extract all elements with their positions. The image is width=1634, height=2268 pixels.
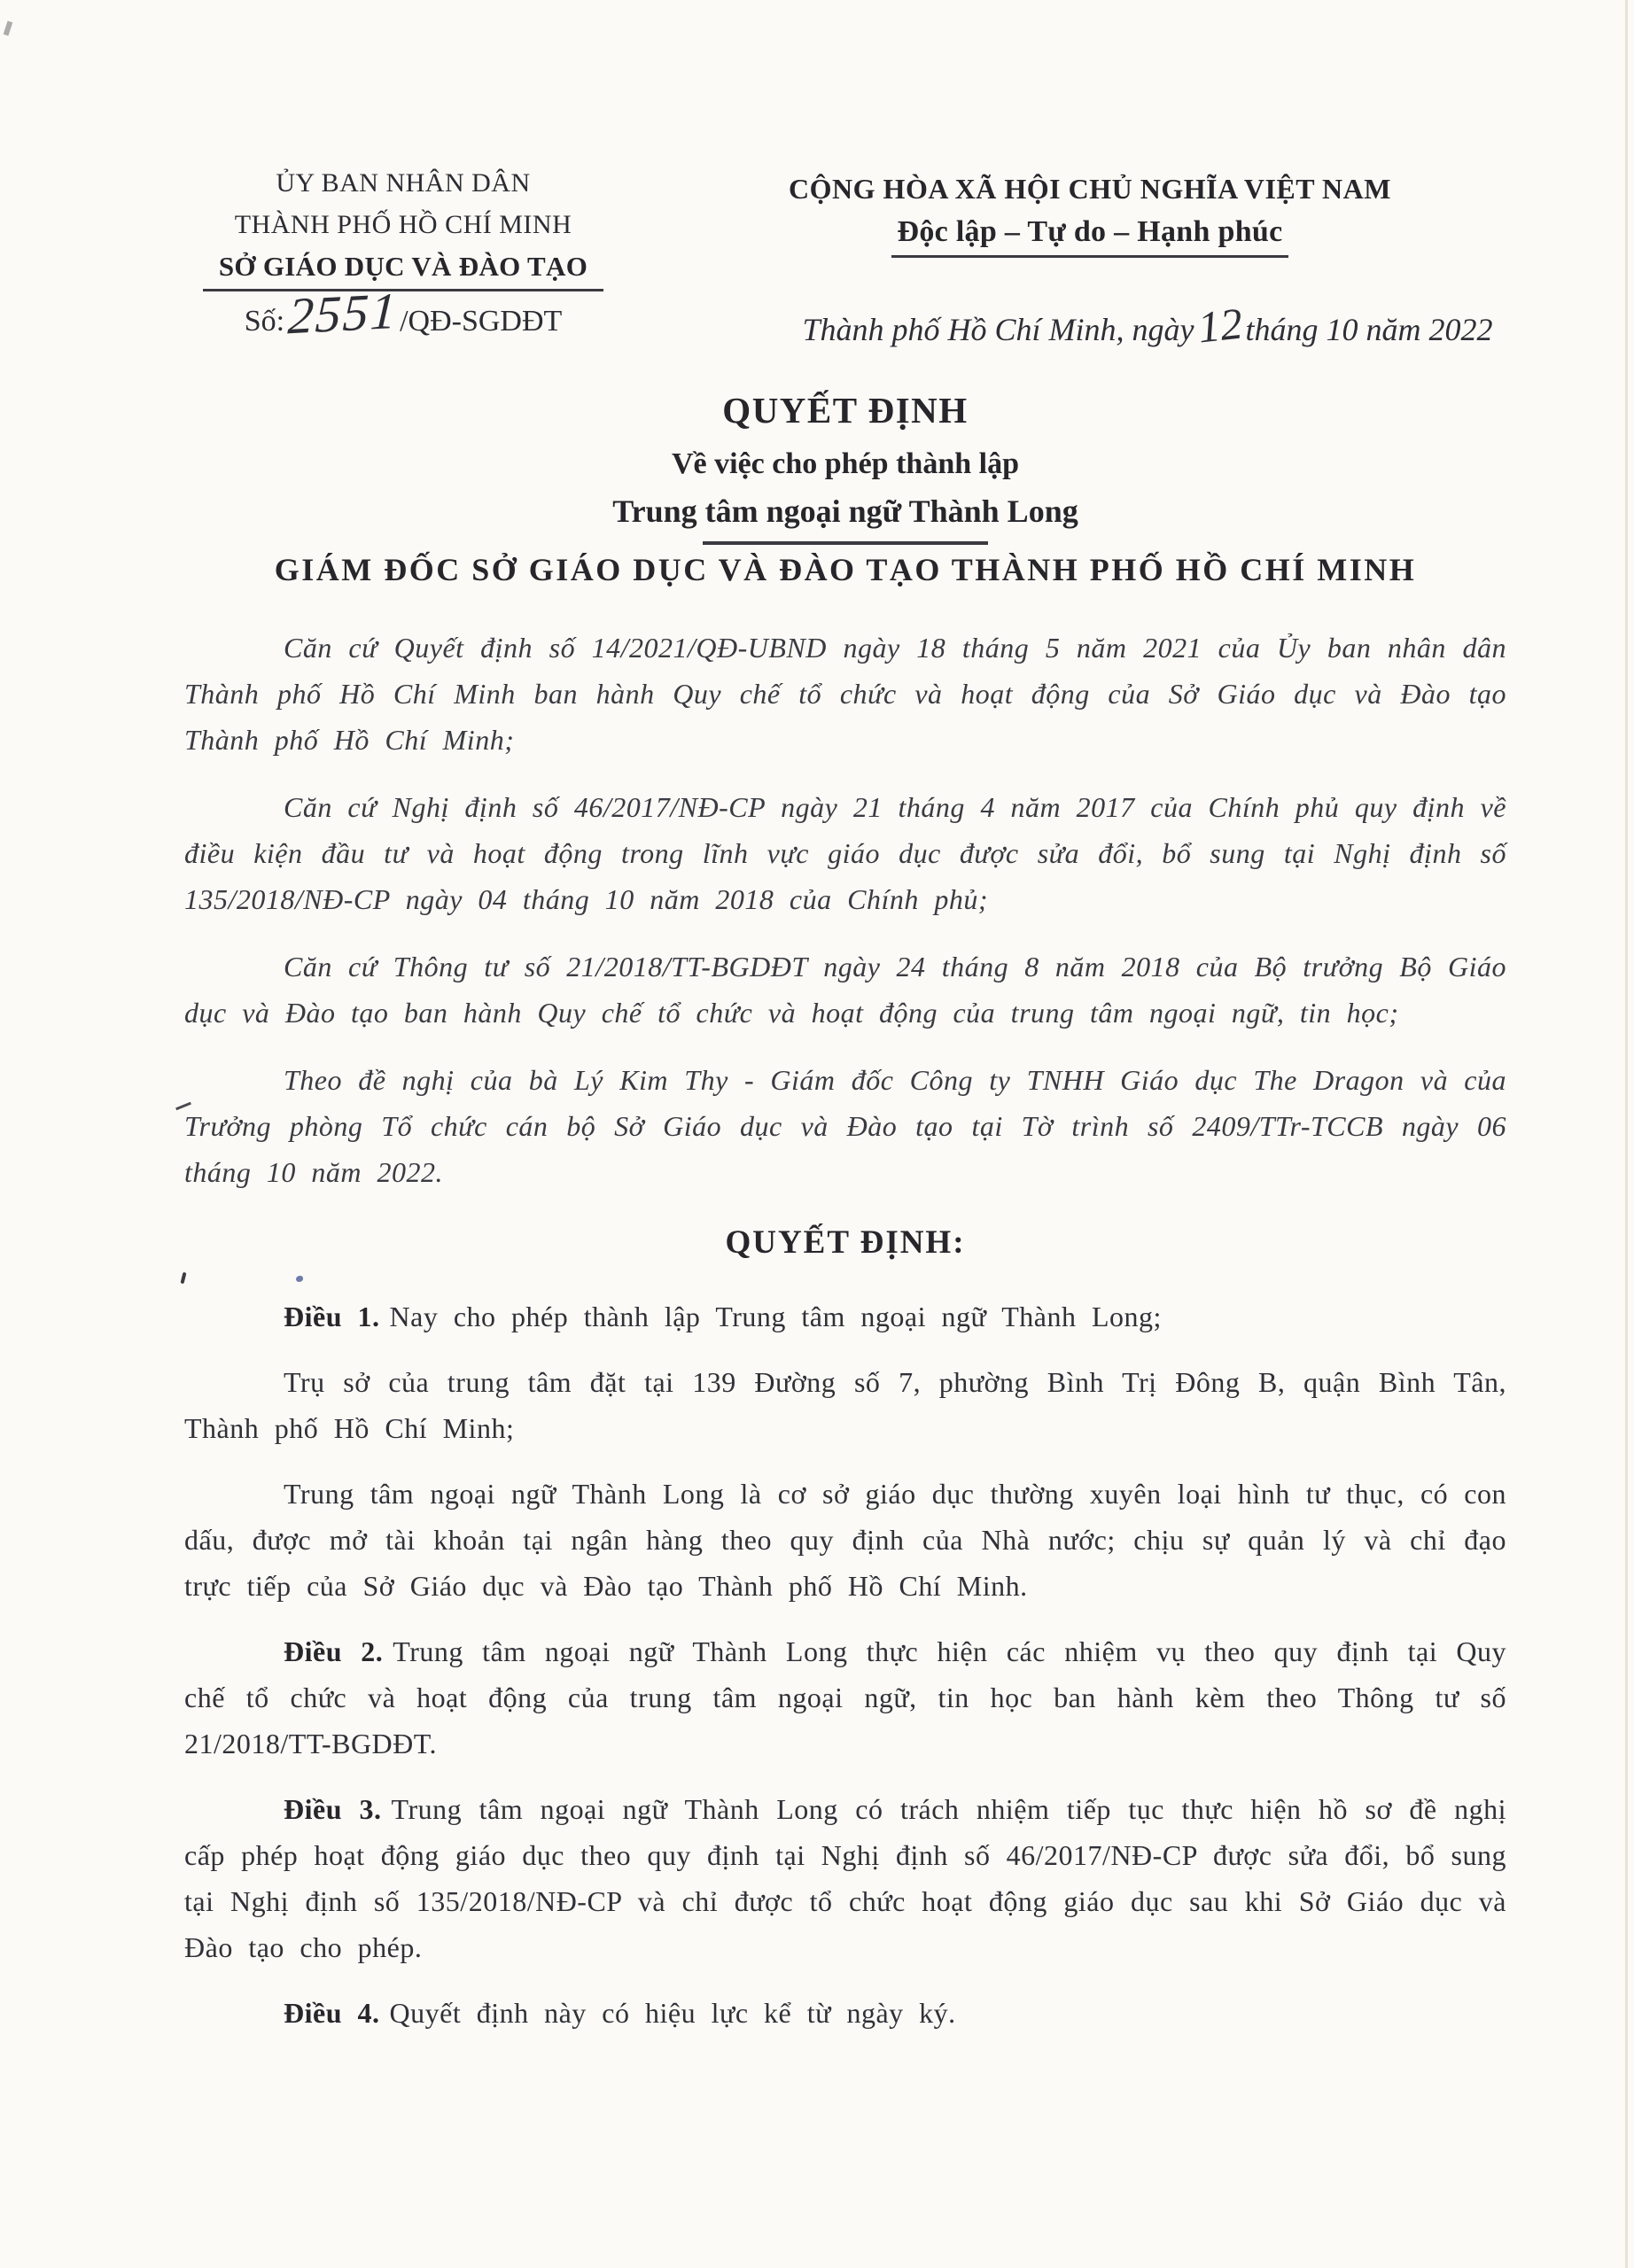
- article-paragraph: [184, 1628, 1506, 1767]
- article-label: Điều 1.: [284, 1301, 380, 1332]
- title-divider: [703, 541, 988, 545]
- document-body: [184, 625, 1506, 2055]
- article-paragraph: [184, 1293, 1506, 1340]
- national-header-block: [727, 168, 1493, 353]
- issuing-org-block: [146, 162, 660, 346]
- title-block: [184, 388, 1506, 589]
- article-text: Trung tâm ngoại ngữ Thành Long là cơ sở giáo dục thường xuyên loại hình tư thục, có con dấu, được mở tài khoản tại ngân hàng theo quy định của Nhà nước; chịu sự quản lý và chỉ đạo trực tiếp của Sở Giáo dục và Đào tạo Thành phố Hồ Chí Minh.: [184, 1478, 1506, 1602]
- article-paragraph: [184, 1990, 1506, 2036]
- preamble-paragraph: Căn cứ Thông tư số 21/2018/TT-BGDĐT ngày 24 tháng 8 năm 2018 của Bộ trưởng Bộ Giáo dục và Đào tạo ban hành Quy chế tổ chức và hoạt động của trung tâm ngoại ngữ, tin học;: [184, 951, 1506, 1029]
- org-name-line-3: SỞ GIÁO DỤC VÀ ĐÀO TẠO: [218, 251, 588, 282]
- article-label: Điều 4.: [284, 1997, 380, 2029]
- document-number-handwritten: 2551: [286, 281, 400, 346]
- articles-section: [184, 1293, 1506, 2036]
- preamble-section: [184, 625, 1506, 1195]
- scan-edge-shadow: [1625, 0, 1628, 2268]
- scan-speck: [4, 20, 13, 35]
- article-text: Trung tâm ngoại ngữ Thành Long thực hiện các nhiệm vụ theo quy định tại Quy chế tổ chức và hoạt động của trung tâm ngoại ngữ, tin học ban hành kèm theo Thông tư số 21/2018/TT-BGDĐT.: [184, 1635, 1507, 1759]
- country-title: CỘNG HÒA XÃ HỘI CHỦ NGHĨA VIỆT NAM: [789, 173, 1391, 205]
- preamble-paragraph: Theo đề nghị của bà Lý Kim Thy - Giám đốc Công ty TNHH Giáo dục The Dragon và của Trưởng phòng Tổ chức cán bộ Sở Giáo dục và Đào tạo tại Tờ trình số 2409/TTr-TCCB ngày 06 tháng 10 năm 2022.: [184, 1064, 1506, 1188]
- date-suffix: tháng 10 năm 2022: [1245, 312, 1493, 347]
- document-number-suffix: /QĐ-SGDĐT: [400, 305, 563, 338]
- national-motto: Độc lập – Tự do – Hạnh phúc: [891, 215, 1288, 258]
- article-text: Nay cho phép thành lập Trung tâm ngoại ngữ Thành Long;: [389, 1301, 1162, 1332]
- document-subtitle-2: Trung tâm ngoại ngữ Thành Long: [612, 493, 1078, 530]
- article-text: Trụ sở của trung tâm đặt tại 139 Đường số 7, phường Bình Trị Đông B, quận Bình Tân, Thành phố Hồ Chí Minh;: [184, 1366, 1506, 1444]
- document-subtitle-1: Về việc cho phép thành lập: [672, 447, 1019, 481]
- article-paragraph: [184, 1471, 1506, 1609]
- place-date-line: [789, 298, 1506, 353]
- article-paragraph: [184, 1359, 1506, 1451]
- decision-heading: QUYẾT ĐỊNH:: [725, 1224, 966, 1261]
- date-day-handwritten: 12: [1194, 298, 1245, 353]
- article-paragraph: [184, 1786, 1506, 1970]
- article-label: Điều 3.: [284, 1793, 382, 1825]
- preamble-paragraph: Căn cứ Quyết định số 14/2021/QĐ-UBND ngày 18 tháng 5 năm 2021 của Ủy ban nhân dân Thành phố Hồ Chí Minh ban hành Quy chế tổ chức và hoạt động của Sở Giáo dục và Đào tạo Thành phố Hồ Chí Minh;: [184, 632, 1506, 756]
- document-title: QUYẾT ĐỊNH: [722, 390, 969, 431]
- date-prefix: Thành phố Hồ Chí Minh, ngày: [802, 312, 1194, 347]
- article-text: Trung tâm ngoại ngữ Thành Long có trách nhiệm tiếp tục thực hiện hồ sơ đề nghị cấp phép hoạt động giáo dục theo quy định tại Nghị định số 46/2017/NĐ-CP được sửa đổi, bổ sung tại Nghị định số 135/2018/NĐ-CP và chỉ được tổ chức hoạt động giáo dục sau khi Sở Giáo dục và Đào tạo cho phép.: [184, 1793, 1507, 1963]
- article-label: Điều 2.: [284, 1635, 384, 1667]
- org-name-line-2: THÀNH PHỐ HỒ CHÍ MINH: [234, 210, 572, 239]
- issuer-heading: GIÁM ĐỐC SỞ GIÁO DỤC VÀ ĐÀO TẠO THÀNH PHỐ HỒ CHÍ MINH: [274, 552, 1417, 588]
- org-name-line-1: ỦY BAN NHÂN DÂN: [276, 168, 531, 198]
- preamble-paragraph: Căn cứ Nghị định số 46/2017/NĐ-CP ngày 21 tháng 4 năm 2017 của Chính phủ quy định về điều kiện đầu tư và hoạt động trong lĩnh vực giáo dục được sửa đổi, bổ sung tại Nghị định số 135/2018/NĐ-CP ngày 04 tháng 10 năm 2018 của Chính phủ;: [184, 791, 1506, 915]
- document-number-prefix: Số:: [244, 305, 285, 338]
- article-text: Quyết định này có hiệu lực kể từ ngày ký.: [389, 1997, 956, 2029]
- document-number-line: [146, 281, 660, 346]
